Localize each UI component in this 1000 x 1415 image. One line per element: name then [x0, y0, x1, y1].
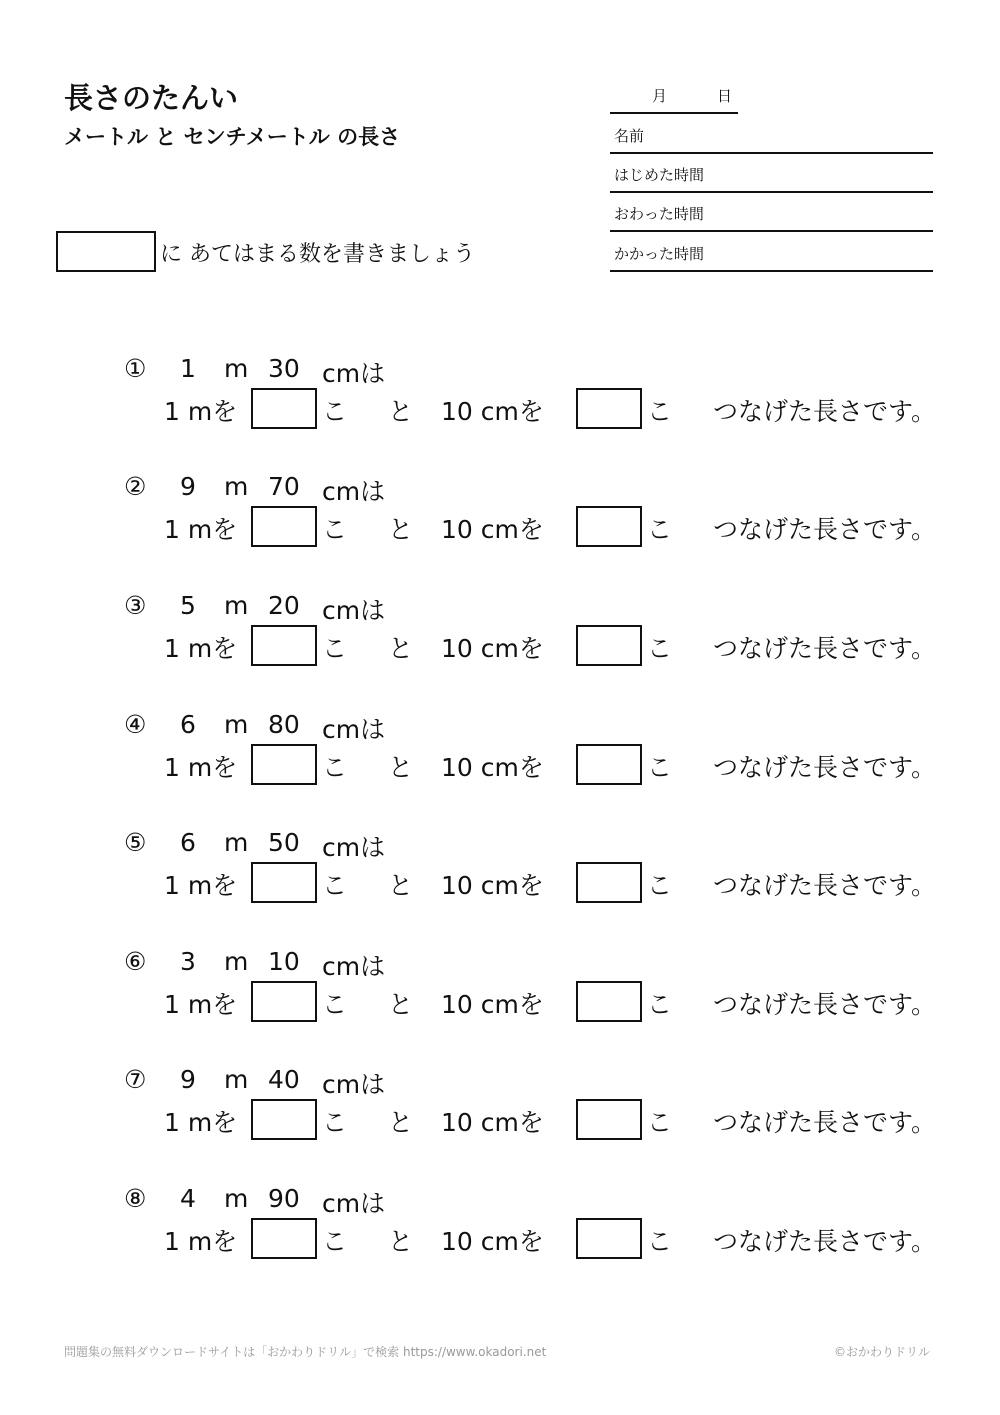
meter-count-answer-box[interactable] — [251, 625, 317, 666]
one-meter-label: 1 mを — [164, 1227, 238, 1256]
meter-value: 9 — [180, 1065, 196, 1094]
meter-unit: m — [224, 1184, 249, 1213]
centimeter-unit: cmは — [322, 952, 386, 981]
meter-unit: m — [224, 1065, 249, 1094]
problem-item — [0, 947, 1000, 1037]
problem-number: ⑤ — [124, 828, 147, 857]
meter-count-answer-box[interactable] — [251, 506, 317, 547]
one-meter-label: 1 mを — [164, 753, 238, 782]
month-label: 月 — [652, 87, 668, 105]
meter-unit: m — [224, 472, 249, 501]
meter-unit: m — [224, 354, 249, 383]
to-label: と — [388, 990, 414, 1019]
meter-unit: m — [224, 710, 249, 739]
to-label: と — [388, 397, 414, 426]
to-label: と — [388, 1108, 414, 1137]
name-field[interactable] — [610, 115, 933, 154]
meter-unit: m — [224, 828, 249, 857]
meter-value: 6 — [180, 710, 196, 739]
sentence-ending: つなげた長さです。 — [713, 990, 937, 1019]
problem-number: ④ — [124, 710, 147, 739]
ten-cm-label: 10 cmを — [441, 871, 544, 900]
ko-label: こ — [322, 634, 348, 663]
one-meter-label: 1 mを — [164, 990, 238, 1019]
problem-number: ① — [124, 354, 147, 383]
centimeter-value: 50 — [268, 828, 300, 857]
ko-label: こ — [647, 871, 673, 900]
sample-answer-box — [56, 231, 156, 272]
centimeter-value: 90 — [268, 1184, 300, 1213]
centimeter-unit: cmは — [322, 596, 386, 625]
centimeter-unit: cmは — [322, 1070, 386, 1099]
meter-count-answer-box[interactable] — [251, 744, 317, 785]
ten-cm-label: 10 cmを — [441, 753, 544, 782]
ten-cm-label: 10 cmを — [441, 397, 544, 426]
footer-copyright: ©おかわりドリル — [833, 1345, 930, 1359]
name-label: 名前 — [614, 127, 645, 145]
meter-count-answer-box[interactable] — [251, 981, 317, 1022]
to-label: と — [388, 753, 414, 782]
one-meter-label: 1 mを — [164, 871, 238, 900]
meter-unit: m — [224, 947, 249, 976]
problem-item — [0, 828, 1000, 918]
centimeter-value: 70 — [268, 472, 300, 501]
day-label: 日 — [717, 87, 733, 105]
ten-cm-count-answer-box[interactable] — [576, 625, 642, 666]
problem-item — [0, 472, 1000, 562]
to-label: と — [388, 871, 414, 900]
ko-label: こ — [322, 990, 348, 1019]
ko-label: こ — [647, 634, 673, 663]
start-time-field[interactable] — [610, 154, 933, 193]
ten-cm-label: 10 cmを — [441, 515, 544, 544]
ten-cm-label: 10 cmを — [441, 990, 544, 1019]
ko-label: こ — [322, 871, 348, 900]
footer-site-text: 問題集の無料ダウンロードサイトは「おかわりドリル」で検索 https://www.okadori.net — [64, 1345, 547, 1359]
sentence-ending: つなげた長さです。 — [713, 753, 937, 782]
sentence-ending: つなげた長さです。 — [713, 1108, 937, 1137]
centimeter-value: 80 — [268, 710, 300, 739]
centimeter-unit: cmは — [322, 1189, 386, 1218]
meter-value: 1 — [180, 354, 196, 383]
start-time-label: はじめた時間 — [614, 166, 705, 184]
date-field[interactable] — [610, 85, 738, 114]
sentence-ending: つなげた長さです。 — [713, 871, 937, 900]
ko-label: こ — [647, 990, 673, 1019]
ko-label: こ — [647, 1227, 673, 1256]
problem-item — [0, 1065, 1000, 1155]
one-meter-label: 1 mを — [164, 634, 238, 663]
end-time-field[interactable] — [610, 193, 933, 232]
ko-label: こ — [322, 1227, 348, 1256]
one-meter-label: 1 mを — [164, 397, 238, 426]
to-label: と — [388, 515, 414, 544]
centimeter-unit: cmは — [322, 359, 386, 388]
ten-cm-count-answer-box[interactable] — [576, 744, 642, 785]
meter-value: 3 — [180, 947, 196, 976]
ten-cm-label: 10 cmを — [441, 1108, 544, 1137]
ten-cm-label: 10 cmを — [441, 1227, 544, 1256]
sentence-ending: つなげた長さです。 — [713, 634, 937, 663]
ten-cm-label: 10 cmを — [441, 634, 544, 663]
problem-number: ② — [124, 472, 147, 501]
instruction-text: に あてはまる数を書きましょう — [160, 242, 475, 267]
elapsed-time-label: かかった時間 — [614, 245, 705, 263]
ko-label: こ — [322, 753, 348, 782]
problem-item — [0, 591, 1000, 681]
meter-value: 9 — [180, 472, 196, 501]
problem-number: ⑧ — [124, 1184, 147, 1213]
sentence-ending: つなげた長さです。 — [713, 1227, 937, 1256]
sentence-ending: つなげた長さです。 — [713, 515, 937, 544]
meter-value: 6 — [180, 828, 196, 857]
ten-cm-count-answer-box[interactable] — [576, 981, 642, 1022]
meter-unit: m — [224, 591, 249, 620]
problem-item — [0, 1184, 1000, 1274]
ten-cm-count-answer-box[interactable] — [576, 388, 642, 429]
ko-label: こ — [647, 753, 673, 782]
ten-cm-count-answer-box[interactable] — [576, 506, 642, 547]
one-meter-label: 1 mを — [164, 1108, 238, 1137]
end-time-label: おわった時間 — [614, 205, 704, 223]
problem-number: ⑥ — [124, 947, 147, 976]
ko-label: こ — [647, 1108, 673, 1137]
meter-value: 5 — [180, 591, 196, 620]
worksheet-title: 長さのたんい — [64, 81, 239, 115]
centimeter-value: 20 — [268, 591, 300, 620]
problem-item — [0, 710, 1000, 800]
meter-count-answer-box[interactable] — [251, 388, 317, 429]
sentence-ending: つなげた長さです。 — [713, 397, 937, 426]
centimeter-value: 10 — [268, 947, 300, 976]
meter-count-answer-box[interactable] — [251, 862, 317, 903]
ten-cm-count-answer-box[interactable] — [576, 862, 642, 903]
worksheet-subtitle: メートル と センチメートル の長さ — [64, 125, 401, 149]
centimeter-value: 40 — [268, 1065, 300, 1094]
ko-label: こ — [322, 397, 348, 426]
elapsed-time-field[interactable] — [610, 233, 933, 272]
centimeter-unit: cmは — [322, 833, 386, 862]
to-label: と — [388, 1227, 414, 1256]
problem-number: ③ — [124, 591, 147, 620]
ten-cm-count-answer-box[interactable] — [576, 1218, 642, 1259]
centimeter-unit: cmは — [322, 477, 386, 506]
meter-count-answer-box[interactable] — [251, 1099, 317, 1140]
ko-label: こ — [322, 1108, 348, 1137]
centimeter-value: 30 — [268, 354, 300, 383]
to-label: と — [388, 634, 414, 663]
problem-item — [0, 354, 1000, 444]
ko-label: こ — [647, 515, 673, 544]
ko-label: こ — [322, 515, 348, 544]
problem-number: ⑦ — [124, 1065, 147, 1094]
meter-value: 4 — [180, 1184, 196, 1213]
meter-count-answer-box[interactable] — [251, 1218, 317, 1259]
ko-label: こ — [647, 397, 673, 426]
centimeter-unit: cmは — [322, 715, 386, 744]
one-meter-label: 1 mを — [164, 515, 238, 544]
ten-cm-count-answer-box[interactable] — [576, 1099, 642, 1140]
